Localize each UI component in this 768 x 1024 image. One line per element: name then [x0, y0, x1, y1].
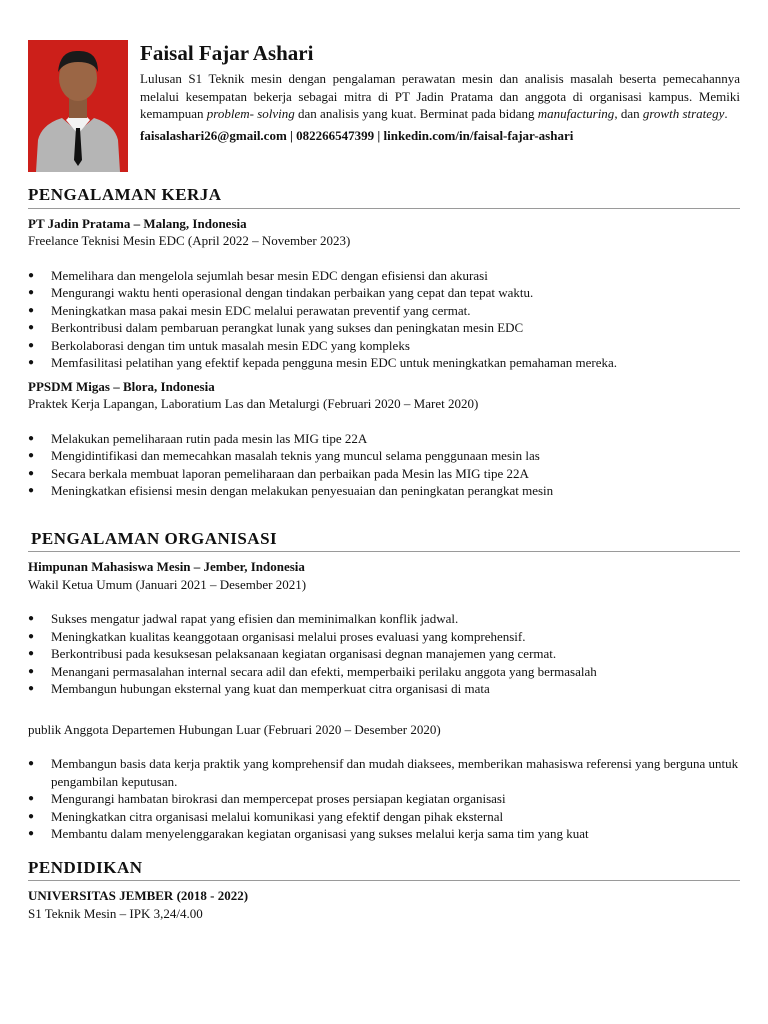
profile-summary [140, 70, 740, 123]
job-organization: PPSDM Migas – Blora, Indonesia [28, 378, 215, 394]
bullet-item: ● Membangun hubungan eksternal yang kuat dan memperkuat citra organisasi di mata [28, 680, 740, 698]
summary-text: dan analisis yang kuat. Berminat pada bidang [294, 106, 538, 121]
job-bullets [28, 430, 740, 500]
summary-emphasis: problem- solving [206, 106, 295, 121]
profile-photo-illustration [28, 40, 128, 172]
organization-name: Himpunan Mahasiswa Mesin – Jember, Indonesia [28, 559, 305, 574]
bullet-item: ● Menangani permasalahan internal secara adil dan efekti, memperbaiki perilaku anggota yang bermasalah [28, 663, 740, 681]
bullet-item: ● Meningkatkan kualitas keanggotaan organisasi melalui proses evaluasi yang komprehensif. [28, 628, 740, 646]
bullet-item: ● Meningkatkan citra organisasi melalui komunikasi yang efektif dengan pihak eksternal [28, 808, 740, 826]
organization-role: publik Anggota Departemen Hubungan Luar (Februari 2020 – Desember 2020) [28, 721, 441, 737]
bullet-item: ● Sukses mengatur jadwal rapat yang efisien dan meminimalkan konflik jadwal. [28, 610, 740, 628]
bullet-item: ● Mengurangi waktu henti operasional dengan tindakan perbaikan yang cepat dan tepat waktu. [28, 284, 740, 302]
job-role: Freelance Teknisi Mesin EDC (April 2022 – November 2023) [28, 233, 351, 248]
job-entry [28, 215, 740, 372]
bullet-item: ● Mengidintifikasi dan memecahkan masalah teknis yang muncul selama penggunaan mesin las [28, 447, 740, 465]
organization-bullets [28, 755, 740, 843]
job-entry [28, 378, 740, 500]
bullet-item: ● Berkontribusi pada kesuksesan pelaksanaan kegiatan organisasi degnan manajemen yang cermat. [28, 645, 740, 663]
bullet-item: ● Mengurangi hambatan birokrasi dan mempercepat proses persiapan kegiatan organisasi [28, 790, 740, 808]
profile-photo [28, 40, 128, 172]
bullet-item: ● Memfasilitasi pelatihan yang efektif kepada pengguna mesin EDC untuk meningkatkan pemahaman mereka. [28, 354, 740, 372]
bullet-item: ● Secara berkala membuat laporan pemeliharaan dan perbaikan pada Mesin las MIG tipe 22A [28, 465, 740, 483]
candidate-name: Faisal Fajar Ashari [140, 41, 314, 65]
summary-emphasis: manufacturing [537, 106, 615, 121]
bullet-item: ● Membantu dalam menyelenggarakan kegiatan organisasi yang sukses melalui kerja sama tim yang kuat [28, 825, 740, 843]
summary-text: . [724, 106, 728, 121]
summary-emphasis: growth strategy [642, 106, 725, 121]
bullet-item: ● Meningkatkan masa pakai mesin EDC melalui perawatan preventif yang cermat. [28, 302, 740, 320]
bullet-item: ● Melakukan pemeliharaan rutin pada mesin las MIG tipe 22A [28, 430, 740, 448]
section-title-work: PENGALAMAN KERJA [28, 186, 740, 209]
summary-text: , dan [614, 106, 643, 121]
header-text [140, 40, 740, 144]
job-bullets [28, 267, 740, 372]
education-entry [28, 887, 740, 922]
organization-bullets [28, 610, 740, 698]
section-title-education: PENDIDIKAN [28, 859, 740, 882]
organization-entry [28, 558, 740, 843]
bullet-item: ● Meningkatkan efisiensi mesin dengan melakukan penyesuaian dan peningkatan perangkat mesin [28, 482, 740, 500]
job-role: Praktek Kerja Lapangan, Laboratium Las dan Metalurgi (Februari 2020 – Maret 2020) [28, 396, 479, 411]
bullet-item: ● Berkolaborasi dengan tim untuk masalah mesin EDC yang kompleks [28, 337, 740, 355]
bullet-item: ● Berkontribusi dalam pembaruan perangkat lunak yang sukses dan peningkatan mesin EDC [28, 319, 740, 337]
job-organization: PT Jadin Pratama – Malang, Indonesia [28, 215, 247, 231]
section-title-organization: PENGALAMAN ORGANISASI [28, 530, 740, 553]
bullet-item: ● Membangun basis data kerja praktik yang komprehensif dan mudah diaksees, memberikan mahasiswa referensi yang berguna untuk pengambilan keputusan. [28, 755, 740, 790]
contact-line[interactable]: faisalashari26@gmail.com | 082266547399 | linkedin.com/in/faisal-fajar-ashari [140, 127, 574, 143]
degree: S1 Teknik Mesin – IPK 3,24/4.00 [28, 905, 203, 921]
organization-role: Wakil Ketua Umum (Januari 2021 – Desember 2021) [28, 576, 307, 592]
school-name: UNIVERSITAS JEMBER (2018 - 2022) [28, 888, 249, 903]
resume-header [28, 40, 740, 172]
bullet-item: ● Memelihara dan mengelola sejumlah besar mesin EDC dengan efisiensi dan akurasi [28, 267, 740, 285]
summary-text: Lulusan S1 Teknik mesin dengan pengalaman perawatan mesin dan analisis masalah beserta pemecahannya melalui kesempatan bekerja sebagai mitra di PT Jadin Pratama dan anggota di organisasi kampus. Memiki kemampuan [140, 71, 740, 121]
